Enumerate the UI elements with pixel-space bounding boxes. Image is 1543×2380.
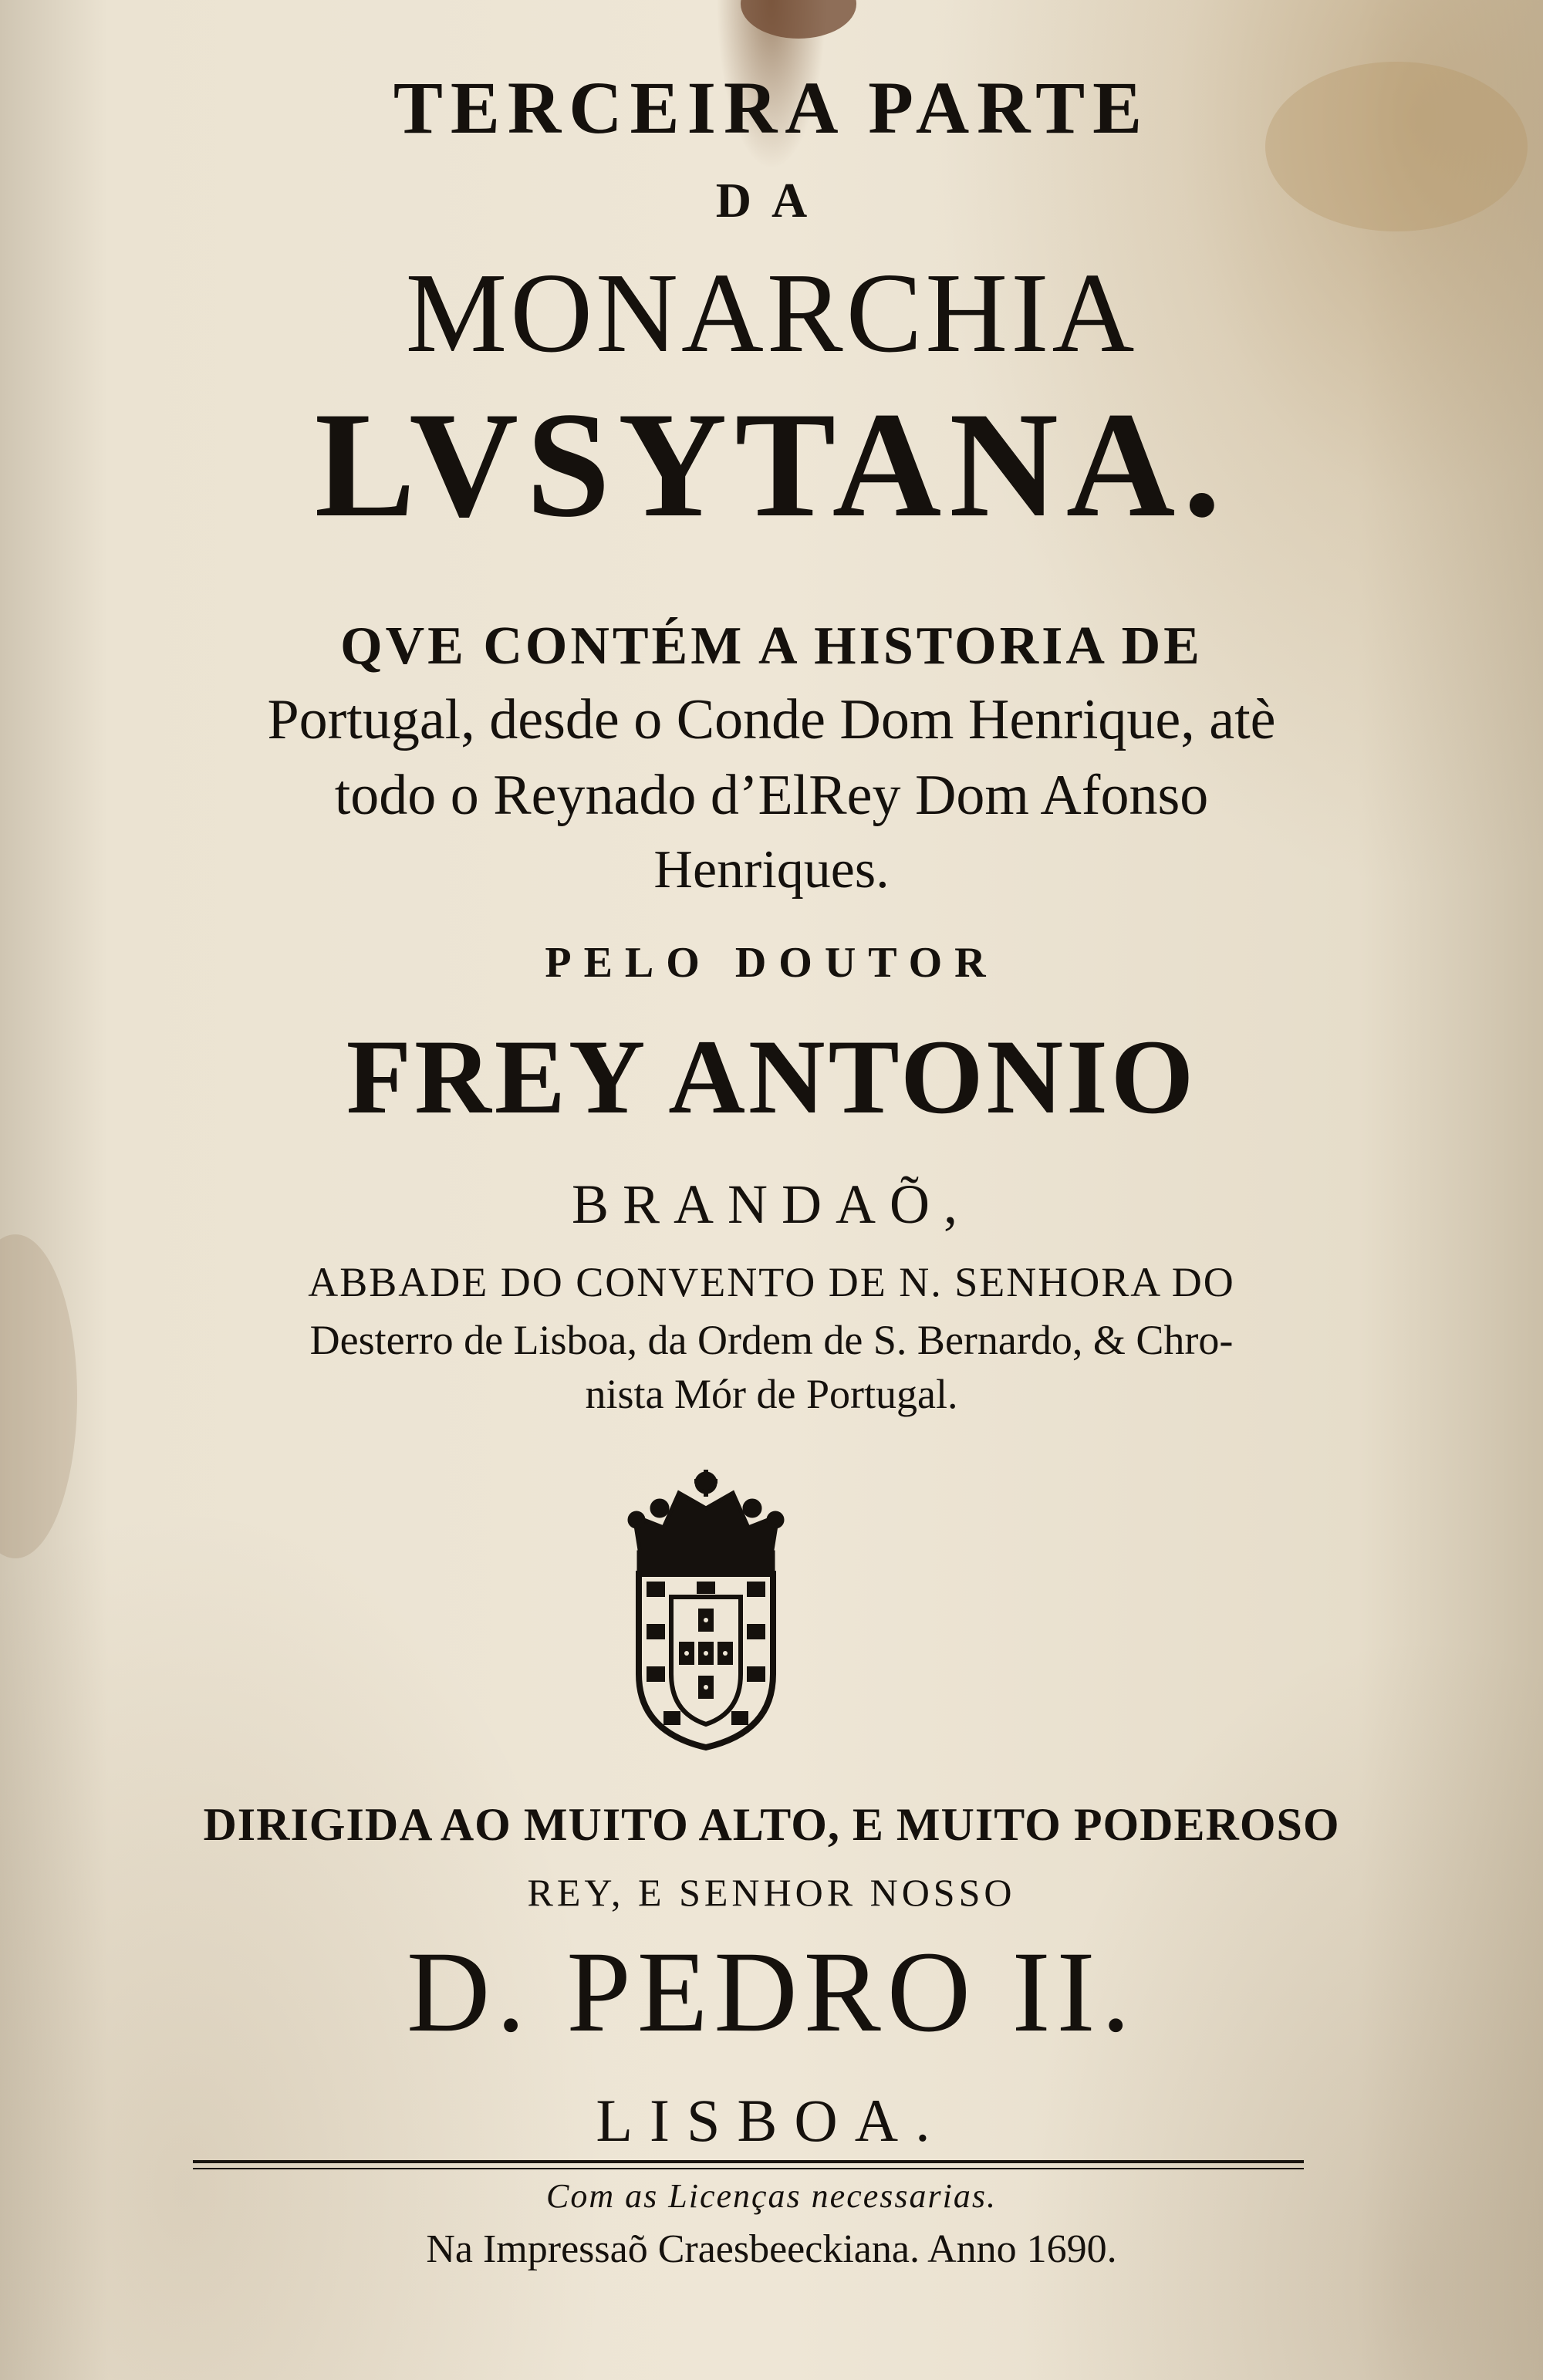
subtitle-line-4: Henriques. [653,840,890,900]
title-line-lusytana: LVSYTANA. [314,381,1229,549]
byline: PELO DOUTOR [545,939,998,987]
author-position-line-2: Desterro de Lisboa, da Ordem de S. Bernardo, & Chro- [309,1317,1234,1363]
licences-line: Com as Licenças necessarias. [546,2177,997,2215]
author-name: FREY ANTONIO [346,1018,1197,1136]
subtitle-line-3: todo o Reynado d’ElRey Dom Afonso [334,764,1209,827]
title-line-monarchia: MONARCHIA [405,250,1138,376]
title-line-terceira-parte: TERCEIRA PARTE [393,66,1150,149]
author-position-line-3: nista Mór de Portugal. [585,1371,958,1417]
portuguese-royal-arms-icon [625,1466,787,1751]
author-position-line-1: ABBADE DO CONVENTO DE N. SENHORA DO [308,1259,1235,1305]
dedication-line-1: DIRIGIDA AO MUITO ALTO, E MUITO PODEROSO [203,1799,1340,1850]
subtitle-line-1: QVE CONTÉM A HISTORIA DE [340,616,1203,676]
imprint-line: Na Impressaõ Craesbeeckiana. Anno 1690. [426,2227,1117,2271]
subtitle-line-2: Portugal, desde o Conde Dom Henrique, atè [267,688,1276,751]
title-line-da: DA [715,173,828,228]
author-surname: BRANDAÕ, [571,1173,972,1235]
imprint-rule-thin [193,2168,1304,2169]
dedication-line-2: REY, E SENHOR NOSSO [527,1871,1016,1914]
place-of-printing: LISBOA. [596,2087,947,2154]
dedicatee-name: D. PEDRO II. [407,1928,1136,2056]
imprint-rule [193,2160,1304,2163]
paper-stain [741,0,856,39]
